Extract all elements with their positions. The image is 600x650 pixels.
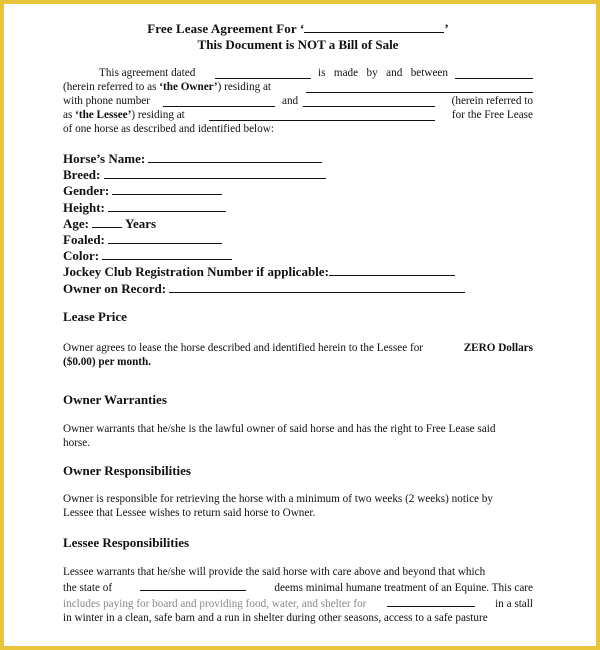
lease-price-heading: Lease Price (63, 309, 127, 324)
party-blank-2[interactable] (303, 95, 435, 107)
owner-responsibilities-text: Owner is responsible for retrieving the horse with a minimum of two weeks (2 weeks) notice by Lessee that Lessee wishes to return said horse to Owner. (63, 493, 493, 519)
foaled-blank[interactable] (108, 231, 222, 244)
field-breed: Breed: (63, 166, 465, 182)
lessee-responsibilities-text: Lessee warrants that he/she will provide the said horse with care above and beyond that which the state of deems minimal humane treatment of an Equine. This care includes paying for board and providing food, water, and shelter for in a stall in winter in a clean, safe barn and a run in shelter during other seasons, access to a safe pasture (63, 566, 533, 624)
owner-phone-blank[interactable] (163, 95, 275, 107)
gender-blank[interactable] (112, 182, 222, 195)
title-blank[interactable] (304, 23, 444, 33)
jockey-club-blank[interactable] (329, 263, 455, 276)
height-blank[interactable] (108, 199, 226, 212)
lessee-responsibilities-heading: Lessee Responsibilities (63, 535, 190, 550)
intro-paragraph: This agreement dated is made by and between (herein referred to as ‘the Owner’) residing at with phone number and (herein referred to as ‘the Lessee’) residing at for the Free Lease of one horse as described and identified below: (63, 67, 533, 135)
party-blank-1[interactable] (455, 67, 533, 79)
lease-price-text: Owner agrees to lease the horse described and identified herein to the Lessee for ZERO Dollars ($0.00) per month. (63, 342, 533, 368)
owner-warranties-heading: Owner Warranties (63, 392, 167, 407)
owner-on-record-blank[interactable] (169, 280, 465, 293)
field-owner-on-record: Owner on Record: (63, 280, 465, 296)
horse-blank[interactable] (387, 595, 475, 607)
owner-responsibilities-heading: Owner Responsibilities (63, 463, 191, 478)
horse-name-blank[interactable] (148, 150, 322, 163)
document-subtitle: This Document is NOT a Bill of Sale (197, 37, 399, 52)
field-color: Color: (63, 247, 465, 263)
owner-warranties-text: Owner warrants that he/she is the lawful owner of said horse and has the right to Free Lease said horse. (63, 423, 496, 449)
state-blank[interactable] (140, 579, 246, 591)
horse-fields (63, 150, 465, 296)
breed-blank[interactable] (104, 166, 326, 179)
color-blank[interactable] (102, 247, 232, 260)
field-jockey-club: Jockey Club Registration Number if applicable: (63, 263, 465, 279)
lessee-address-blank[interactable] (209, 109, 435, 121)
field-foaled: Foaled: (63, 231, 465, 247)
date-blank[interactable] (215, 67, 311, 79)
field-height: Height: (63, 199, 465, 215)
owner-address-blank[interactable] (306, 81, 533, 93)
age-blank[interactable] (92, 215, 122, 228)
field-gender: Gender: (63, 182, 465, 198)
document-title: Free Lease Agreement For ‘ ’ (147, 21, 449, 36)
field-age: Age: Years (63, 215, 157, 231)
field-horse-name: Horse’s Name: (63, 150, 465, 166)
